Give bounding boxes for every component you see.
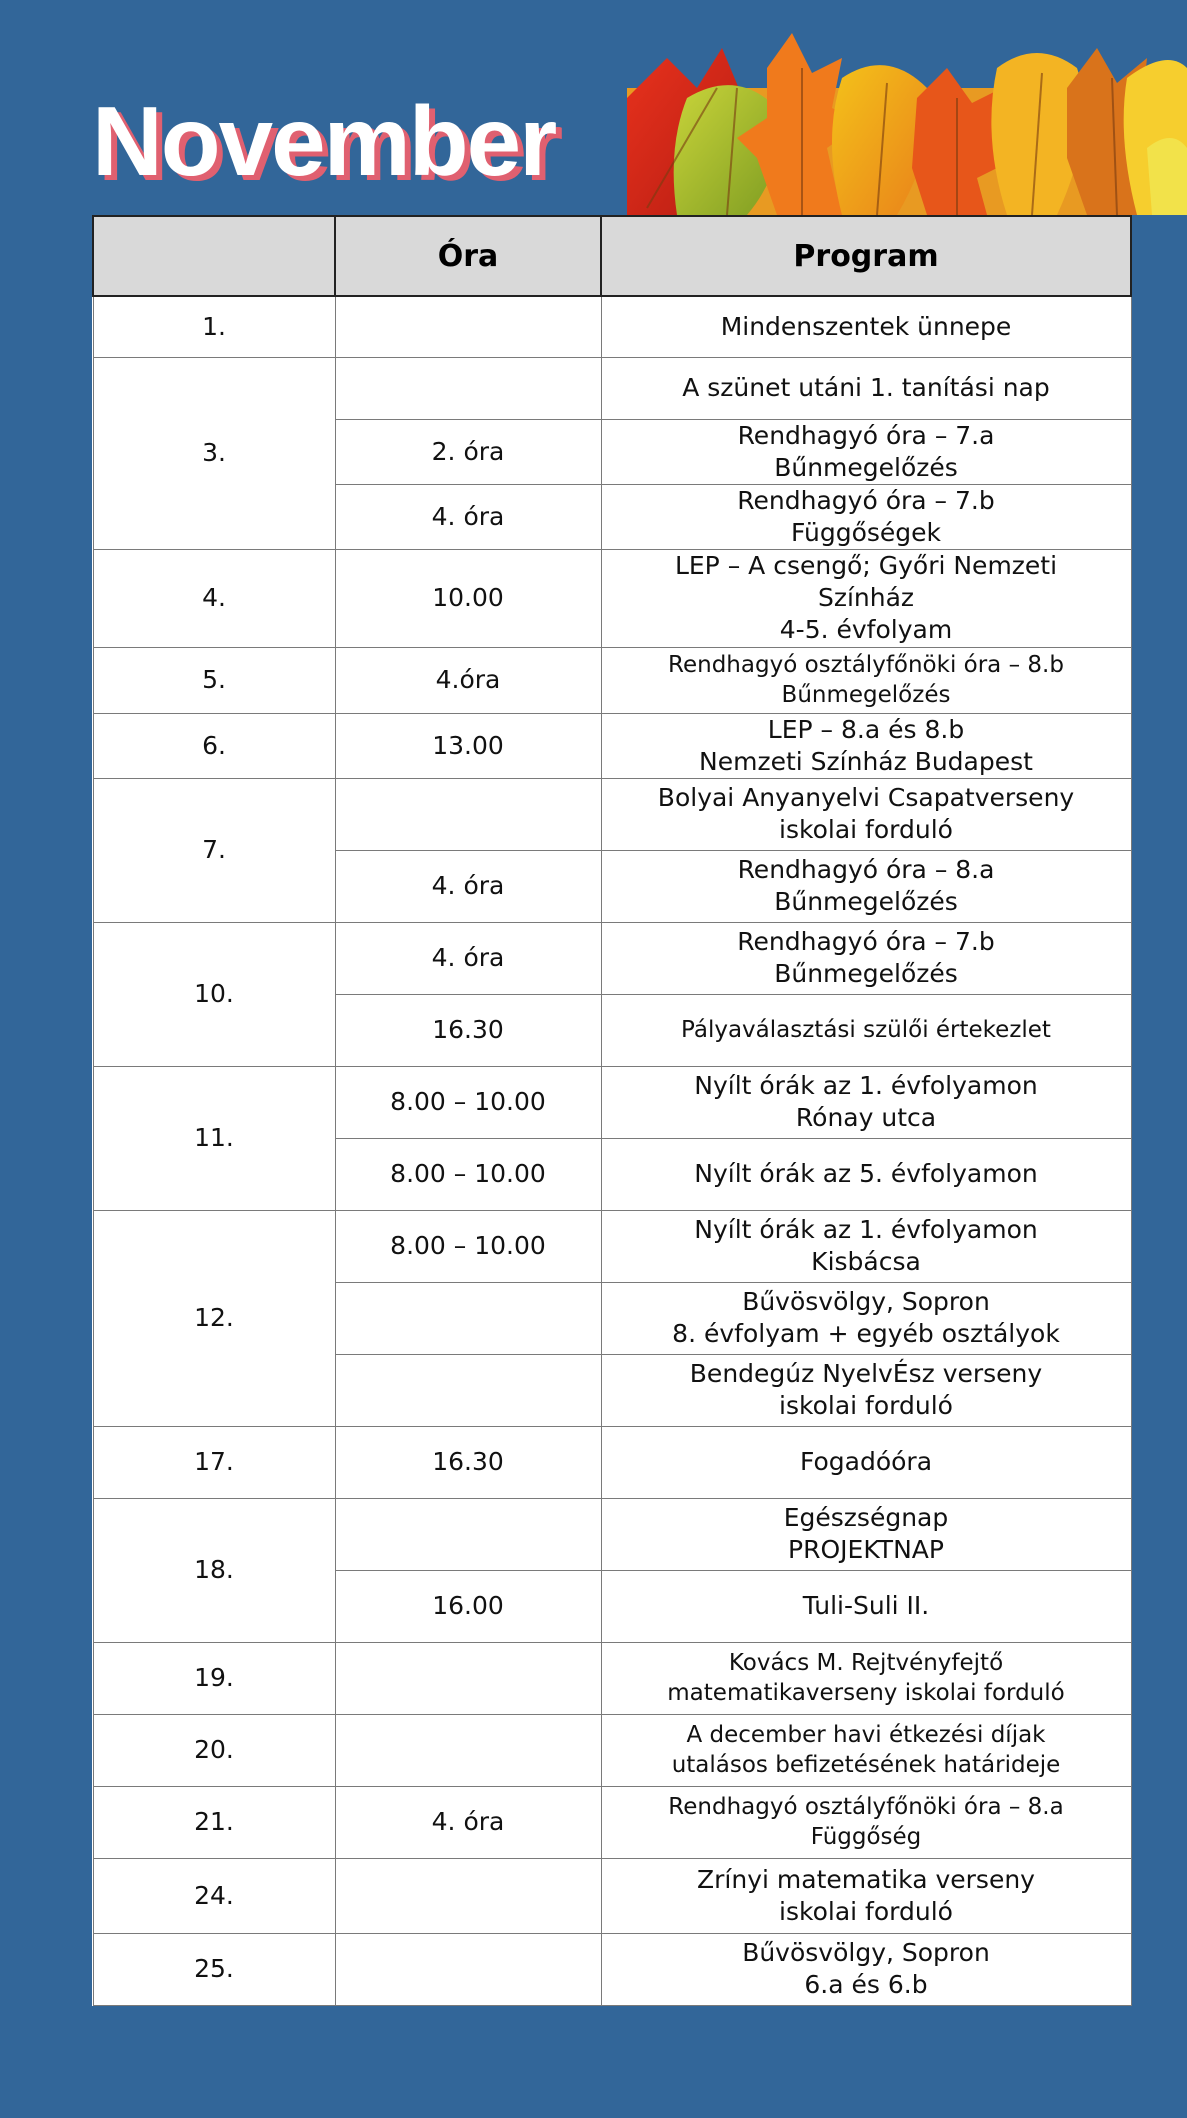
program-line: iskolai forduló — [779, 1896, 953, 1926]
program-line: iskolai forduló — [779, 1391, 953, 1420]
program-line: iskolai forduló — [779, 815, 953, 844]
table-row — [93, 1642, 1131, 1714]
program-cell — [601, 850, 1131, 922]
header-day — [93, 216, 335, 296]
hour-cell: 8.00 – 10.00 — [335, 1066, 601, 1138]
program-line: Nyílt órák az 1. évfolyamon — [694, 1071, 1038, 1100]
program-cell — [601, 1642, 1131, 1714]
program-line: 8. évfolyam + egyéb osztályok — [672, 1319, 1060, 1348]
program-line: Rendhagyó osztályfőnöki óra – 8.b — [668, 652, 1064, 678]
day-cell: 7. — [93, 778, 335, 922]
hour-cell: 4.óra — [335, 647, 601, 713]
hour-cell — [335, 778, 601, 850]
program-line: utalásos befizetésének határideje — [671, 1752, 1061, 1778]
program-line: Függőségek — [790, 517, 942, 547]
program-cell — [601, 1210, 1131, 1282]
program-cell — [601, 1426, 1131, 1498]
program-line: Nyílt órák az 1. évfolyamon — [694, 1215, 1038, 1244]
program-line: Kisbácsa — [811, 1247, 921, 1276]
table-row — [93, 778, 1131, 850]
day-cell: 24. — [93, 1858, 335, 1933]
program-cell — [601, 549, 1131, 647]
program-line: Mindenszentek ünnepe — [720, 311, 1012, 341]
program-line: Rendhagyó óra – 8.a — [737, 855, 995, 884]
table-row — [93, 1714, 1131, 1786]
program-cell — [601, 994, 1131, 1066]
program-line: 4-5. évfolyam — [779, 615, 953, 644]
program-line: Függőség — [810, 1824, 922, 1850]
program-line: Tuli-Suli II. — [802, 1591, 930, 1620]
hour-cell: 4. óra — [335, 850, 601, 922]
day-cell: 21. — [93, 1786, 335, 1858]
hour-cell: 4. óra — [335, 1786, 601, 1858]
program-line: Bűnmegelőzés — [774, 959, 958, 988]
program-line: Pályaválasztási szülői értekezlet — [681, 1017, 1051, 1043]
program-cell — [601, 484, 1131, 549]
program-cell — [601, 1354, 1131, 1426]
program-line: Bűvösvölgy, Sopron — [742, 1938, 990, 1967]
table-row — [93, 922, 1131, 994]
hour-cell: 16.30 — [335, 1426, 601, 1498]
program-cell — [601, 1858, 1131, 1933]
day-cell: 18. — [93, 1498, 335, 1642]
autumn-leaves-illustration — [627, 28, 1187, 215]
program-line: Rendhagyó osztályfőnöki óra – 8.a — [668, 1794, 1064, 1820]
program-line: PROJEKTNAP — [788, 1535, 944, 1564]
program-cell — [601, 1933, 1131, 2005]
day-cell: 10. — [93, 922, 335, 1066]
program-line: Kovács M. Rejtvényfejtő — [728, 1650, 1004, 1676]
day-cell: 17. — [93, 1426, 335, 1498]
program-cell — [601, 1570, 1131, 1642]
table-row — [93, 1210, 1131, 1282]
table-row — [93, 713, 1131, 778]
program-line: Bűnmegelőzés — [774, 887, 958, 916]
program-line: Nyílt órák az 5. évfolyamon — [694, 1159, 1038, 1188]
program-line: 6.a és 6.b — [804, 1970, 928, 1999]
program-cell — [601, 1138, 1131, 1210]
program-line: Egészségnap — [783, 1503, 949, 1532]
program-cell — [601, 1498, 1131, 1570]
hour-cell — [335, 1933, 601, 2005]
table-row — [93, 549, 1131, 647]
header-program: Program — [601, 216, 1131, 296]
hour-cell: 2. óra — [335, 419, 601, 484]
hour-cell — [335, 1282, 601, 1354]
schedule-table — [92, 215, 1132, 2006]
hour-cell: 4. óra — [335, 922, 601, 994]
program-cell — [601, 357, 1131, 419]
table-row — [93, 1858, 1131, 1933]
hour-cell — [335, 1642, 601, 1714]
program-cell — [601, 1714, 1131, 1786]
program-line: Fogadóóra — [799, 1447, 933, 1476]
day-cell: 12. — [93, 1210, 335, 1426]
day-cell: 1. — [93, 296, 335, 357]
table-row — [93, 1786, 1131, 1858]
table-row — [93, 647, 1131, 713]
program-line: Rónay utca — [795, 1103, 937, 1132]
program-cell — [601, 713, 1131, 778]
program-line: Rendhagyó óra – 7.b — [737, 927, 995, 956]
program-line: Rendhagyó óra – 7.a — [737, 420, 995, 450]
hour-cell: 16.00 — [335, 1570, 601, 1642]
hour-cell — [335, 1858, 601, 1933]
program-cell — [601, 296, 1131, 357]
program-line: Bendegúz NyelvÉsz verseny — [689, 1359, 1043, 1388]
day-cell: 6. — [93, 713, 335, 778]
day-cell: 19. — [93, 1642, 335, 1714]
program-line: Nemzeti Színház Budapest — [699, 746, 1033, 776]
page-title: November — [92, 86, 556, 196]
program-cell — [601, 778, 1131, 850]
program-line: Színház — [817, 583, 915, 612]
day-cell: 11. — [93, 1066, 335, 1210]
day-cell: 20. — [93, 1714, 335, 1786]
program-line: LEP – 8.a és 8.b — [767, 714, 965, 744]
day-cell: 4. — [93, 549, 335, 647]
program-line: Bűvösvölgy, Sopron — [742, 1287, 990, 1316]
hour-cell — [335, 296, 601, 357]
program-cell — [601, 647, 1131, 713]
program-line: LEP – A csengő; Győri Nemzeti — [674, 551, 1058, 580]
hour-cell: 13.00 — [335, 713, 601, 778]
table-row — [93, 1426, 1131, 1498]
table-row — [93, 357, 1131, 419]
program-line: A szünet utáni 1. tanítási nap — [682, 373, 1050, 402]
program-line: Bűnmegelőzés — [774, 452, 958, 482]
table-row — [93, 1498, 1131, 1570]
header-hour: Óra — [335, 216, 601, 296]
hour-cell: 8.00 – 10.00 — [335, 1138, 601, 1210]
program-line: Zrínyi matematika verseny — [697, 1864, 1035, 1894]
program-cell — [601, 419, 1131, 484]
program-line: Bűnmegelőzés — [781, 682, 951, 708]
table-row — [93, 296, 1131, 357]
hour-cell: 4. óra — [335, 484, 601, 549]
day-cell: 5. — [93, 647, 335, 713]
hour-cell: 16.30 — [335, 994, 601, 1066]
hour-cell: 8.00 – 10.00 — [335, 1210, 601, 1282]
hour-cell — [335, 1498, 601, 1570]
day-cell: 3. — [93, 357, 335, 549]
program-line: Rendhagyó óra – 7.b — [737, 485, 995, 515]
program-cell — [601, 1066, 1131, 1138]
program-cell — [601, 1786, 1131, 1858]
hour-cell — [335, 1714, 601, 1786]
program-line: matematikaverseny iskolai forduló — [667, 1680, 1065, 1706]
hour-cell — [335, 357, 601, 419]
table-row — [93, 1066, 1131, 1138]
program-cell — [601, 922, 1131, 994]
program-line: A december havi étkezési díjak — [686, 1722, 1046, 1748]
day-cell: 25. — [93, 1933, 335, 2005]
program-cell — [601, 1282, 1131, 1354]
program-line: Bolyai Anyanyelvi Csapatverseny — [657, 783, 1075, 812]
hour-cell: 10.00 — [335, 549, 601, 647]
hour-cell — [335, 1354, 601, 1426]
table-row — [93, 1933, 1131, 2005]
table-header-row — [93, 216, 1131, 296]
